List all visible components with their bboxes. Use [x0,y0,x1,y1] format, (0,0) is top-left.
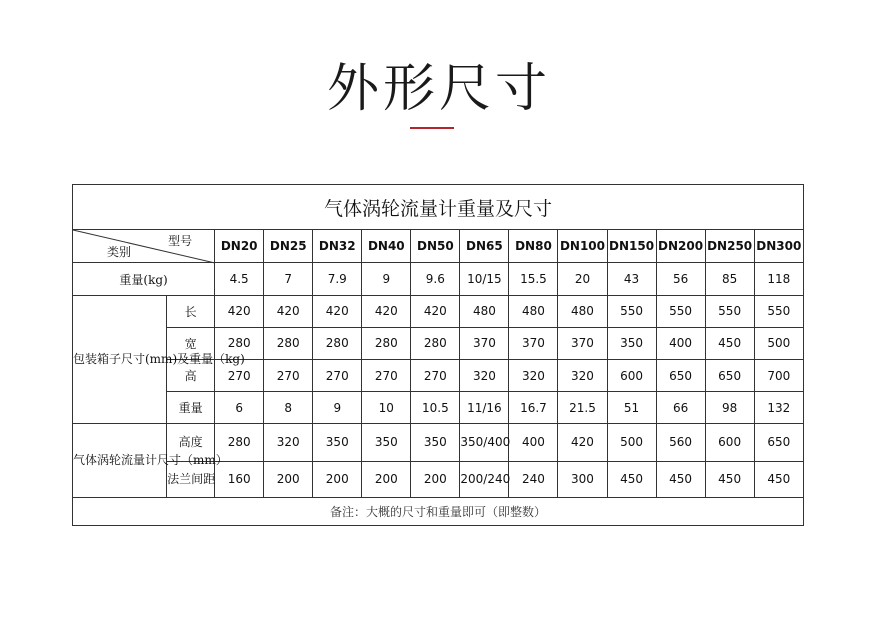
table-cell: 280 [215,424,264,461]
table-cell: 43 [607,263,656,295]
note-row [73,497,804,525]
table-cell: 270 [215,360,264,392]
model-header-dn20: DN20 [215,230,264,263]
table-cell: 9 [362,263,411,295]
table-cell: 600 [705,424,754,461]
packing-row [73,392,804,424]
table-cell: 118 [754,263,803,295]
table-cell: 700 [754,360,803,392]
model-header-dn200: DN200 [656,230,705,263]
table-caption: 气体涡轮流量计重量及尺寸 [73,185,804,230]
packing-group-label: 包装箱子尺寸(mm)及重量（kg) [73,295,167,424]
table-cell: 500 [607,424,656,461]
model-header-dn150: DN150 [607,230,656,263]
table-cell: 8 [264,392,313,424]
table-cell: 350 [313,424,362,461]
table-cell: 420 [411,295,460,327]
table-cell: 11/16 [460,392,509,424]
packing-row-label: 重量 [167,392,215,424]
model-header-dn100: DN100 [558,230,607,263]
table-cell: 450 [754,461,803,497]
table-cell: 500 [754,327,803,359]
table-cell: 66 [656,392,705,424]
table-cell: 85 [705,263,754,295]
table-cell: 51 [607,392,656,424]
table-cell: 450 [705,461,754,497]
diagonal-line [73,230,215,263]
caption-row [73,185,804,230]
table-cell: 370 [460,327,509,359]
model-header-dn32: DN32 [313,230,362,263]
table-cell: 280 [362,327,411,359]
packing-row-label: 长 [167,295,215,327]
table-cell: 280 [313,327,362,359]
table-cell: 7.9 [313,263,362,295]
weight-row [73,263,804,295]
weight-label: 重量(kg) [73,263,215,295]
table-cell: 600 [607,360,656,392]
table-cell: 280 [215,327,264,359]
category-header-label: 类别 [107,245,132,260]
table-cell: 200 [313,461,362,497]
table-cell: 550 [754,295,803,327]
table-cell: 320 [509,360,558,392]
table-cell: 370 [509,327,558,359]
table-cell: 350 [411,424,460,461]
table-cell: 450 [656,461,705,497]
table-cell: 16.7 [509,392,558,424]
header-row [73,230,804,263]
table-cell: 240 [509,461,558,497]
table-cell: 420 [362,295,411,327]
table-cell: 420 [264,295,313,327]
table-cell: 270 [264,360,313,392]
model-header-label: 型号 [168,234,193,249]
meter-row-label: 高度 [167,424,215,461]
table-cell: 650 [705,360,754,392]
table-cell: 4.5 [215,263,264,295]
packing-row [73,295,804,327]
meter-row-label: 法兰间距 [167,461,215,497]
model-header-dn300: DN300 [754,230,803,263]
diagonal-header-cell [73,230,215,263]
table-cell: 560 [656,424,705,461]
model-header-dn25: DN25 [264,230,313,263]
table-cell: 370 [558,327,607,359]
page-title: 外形尺寸 [326,59,551,119]
table-cell: 480 [558,295,607,327]
table-cell: 10/15 [460,263,509,295]
table-cell: 6 [215,392,264,424]
table-cell: 280 [264,327,313,359]
table-cell: 400 [656,327,705,359]
packing-row-label: 高 [167,360,215,392]
table-cell: 480 [509,295,558,327]
table-cell: 550 [656,295,705,327]
table-cell: 7 [264,263,313,295]
table-cell: 420 [313,295,362,327]
table-cell: 270 [362,360,411,392]
model-header-dn250: DN250 [705,230,754,263]
table-cell: 21.5 [558,392,607,424]
table-cell: 400 [509,424,558,461]
model-header-dn40: DN40 [362,230,411,263]
table-cell: 280 [411,327,460,359]
model-header-dn50: DN50 [411,230,460,263]
table-cell: 160 [215,461,264,497]
table-cell: 270 [313,360,362,392]
table-cell: 9 [313,392,362,424]
meter-group-label: 气体涡轮流量计尺寸（mm） [73,424,167,497]
table-cell: 200/240 [460,461,509,497]
table-cell: 650 [754,424,803,461]
table-cell: 450 [607,461,656,497]
title-underline [410,127,454,129]
table-cell: 9.6 [411,263,460,295]
table-cell: 420 [215,295,264,327]
table-cell: 98 [705,392,754,424]
table-cell: 20 [558,263,607,295]
table-cell: 56 [656,263,705,295]
table-cell: 132 [754,392,803,424]
table-cell: 270 [411,360,460,392]
table-cell: 650 [656,360,705,392]
table-cell: 200 [411,461,460,497]
meter-row [73,424,804,461]
table-cell: 10.5 [411,392,460,424]
table-cell: 350 [362,424,411,461]
table-cell: 550 [705,295,754,327]
table-cell: 200 [362,461,411,497]
table-cell: 480 [460,295,509,327]
model-header-dn65: DN65 [460,230,509,263]
packing-row-label: 宽 [167,327,215,359]
table-cell: 350/400 [460,424,509,461]
table-cell: 550 [607,295,656,327]
table-cell: 420 [558,424,607,461]
spec-table [72,184,804,526]
table-note: 备注：大概的尺寸和重量即可（即整数） [73,497,804,525]
table-cell: 10 [362,392,411,424]
model-header-dn80: DN80 [509,230,558,263]
table-cell: 200 [264,461,313,497]
table-cell: 320 [558,360,607,392]
table-cell: 15.5 [509,263,558,295]
table-cell: 300 [558,461,607,497]
table-cell: 320 [460,360,509,392]
table-cell: 320 [264,424,313,461]
table-cell: 350 [607,327,656,359]
table-cell: 450 [705,327,754,359]
